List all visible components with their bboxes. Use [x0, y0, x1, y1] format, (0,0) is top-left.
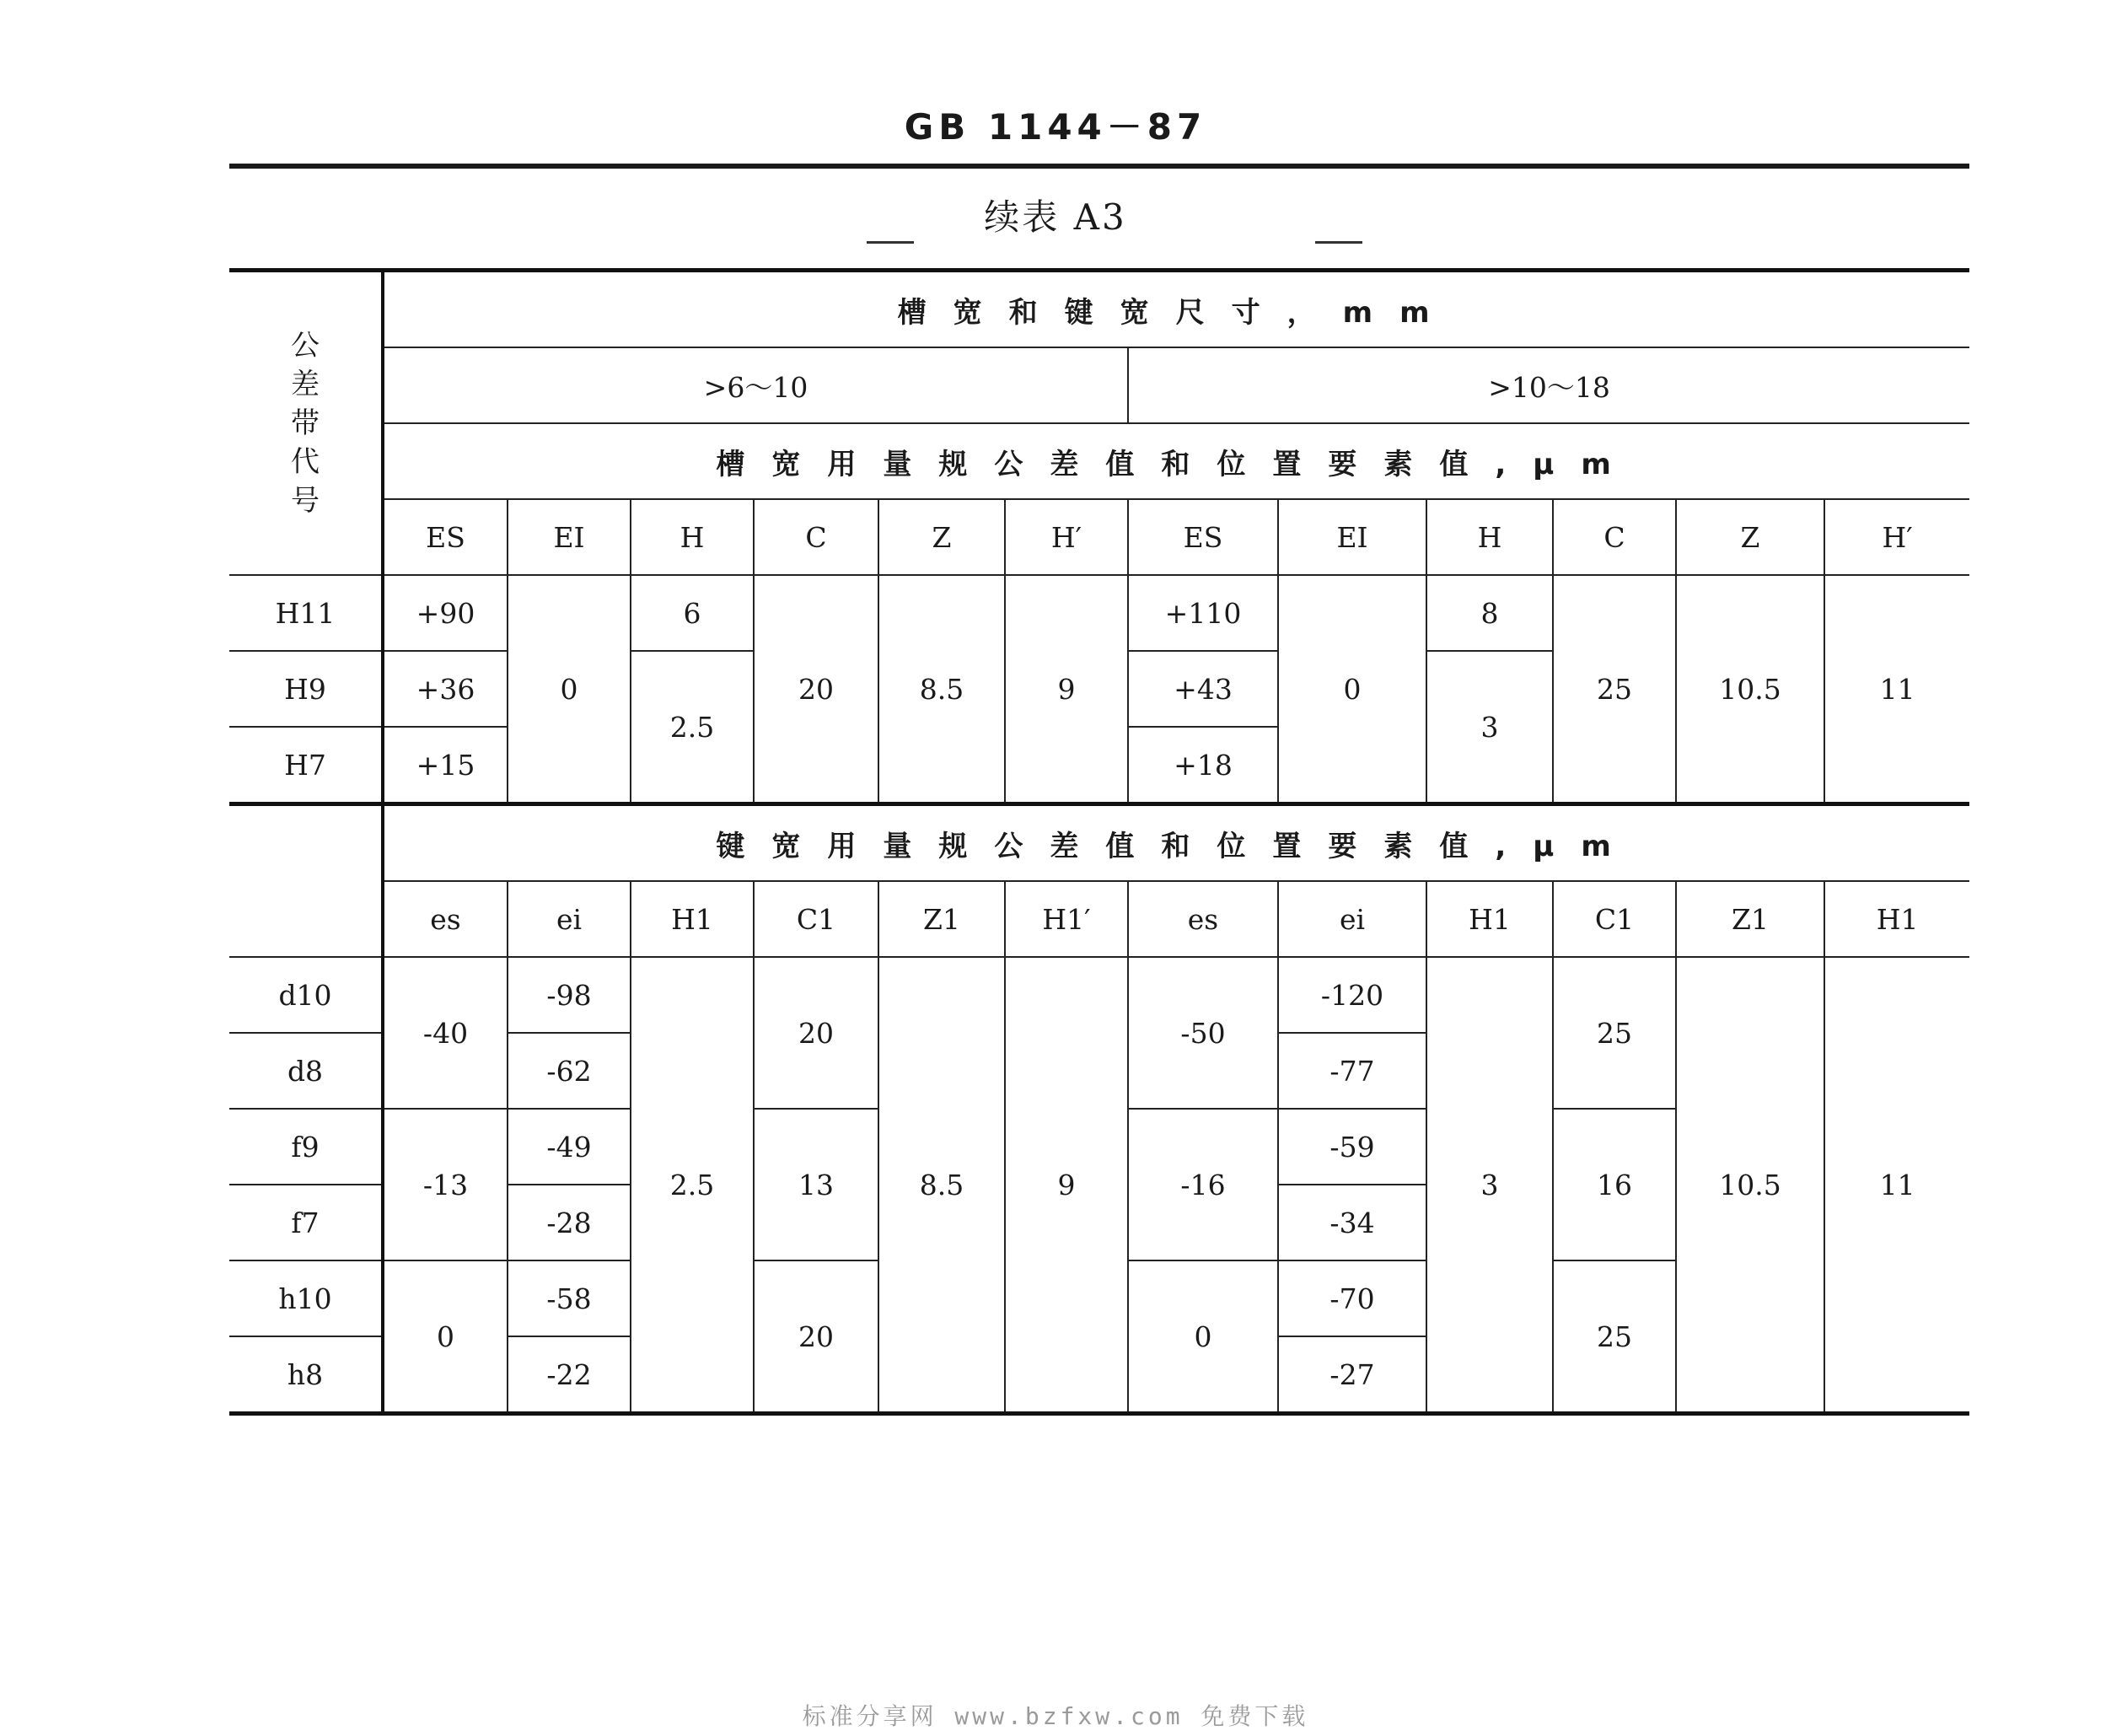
slot-r1-hp: 9 — [1005, 575, 1128, 804]
key-r2-c1-h: 25 — [1553, 1260, 1676, 1414]
key-title-cell — [383, 804, 1969, 882]
key-r1-ei-h8: -22 — [508, 1336, 631, 1414]
slot-r1-h-h11: 6 — [631, 575, 754, 651]
slot-col-c-2: C — [1553, 499, 1676, 575]
key-r1-ei-f9: -49 — [508, 1109, 631, 1185]
slot-col-hp-2: H′ — [1824, 499, 1969, 575]
key-r1-h1p: 9 — [1005, 957, 1128, 1414]
key-r2-h1p: 11 — [1824, 957, 1969, 1414]
key-r2-h1: 3 — [1426, 957, 1553, 1414]
key-title: 键宽用量规公差值和位置要素值,μm — [716, 829, 1638, 863]
range-2-cell — [1128, 347, 1969, 423]
range-2: >10～18 — [1488, 370, 1610, 404]
key-r2-ei-d8: -77 — [1278, 1033, 1426, 1109]
slot-r2-z: 10.5 — [1676, 575, 1824, 804]
slot-code-h7: H7 — [284, 748, 326, 782]
key-col-h1-2: H1 — [1426, 881, 1553, 957]
key-code-d10: d10 — [229, 957, 383, 1033]
slot-col-c-1: C — [754, 499, 878, 575]
key-code-f7: f7 — [229, 1185, 383, 1260]
slot-r1-h-h9-h7: 2.5 — [631, 651, 754, 804]
slot-title: 槽宽用量规公差值和位置要素值,μm — [716, 447, 1638, 481]
slot-r2-es-h7: +18 — [1128, 727, 1278, 804]
key-r2-ei-d10: -120 — [1278, 957, 1426, 1033]
key-header-blank — [229, 804, 383, 958]
key-r2-c1-f: 16 — [1553, 1109, 1676, 1260]
key-r1-es-d: -40 — [383, 957, 508, 1109]
key-r2-z1: 10.5 — [1676, 957, 1824, 1414]
slot-col-z-2: Z — [1676, 499, 1824, 575]
key-r1-c1-h: 20 — [754, 1260, 878, 1414]
slot-r1-es-h11: +90 — [383, 575, 508, 651]
key-r1-ei-h10: -58 — [508, 1260, 631, 1336]
key-r1-ei-f7: -28 — [508, 1185, 631, 1260]
key-r2-ei-f9: -59 — [1278, 1109, 1426, 1185]
key-col-c1-2: C1 — [1553, 881, 1676, 957]
slot-r2-c: 25 — [1553, 575, 1676, 804]
slot-col-h-2: H — [1426, 499, 1553, 575]
slot-r1-c: 20 — [754, 575, 878, 804]
key-r2-es-d: -50 — [1128, 957, 1278, 1109]
key-col-z1-2: Z1 — [1676, 881, 1824, 957]
key-r1-c1-d: 20 — [754, 957, 878, 1109]
slot-r1-ei: 0 — [508, 575, 631, 804]
tolerance-table — [229, 268, 1969, 1416]
key-code-f9: f9 — [229, 1109, 383, 1185]
key-code-h10: h10 — [229, 1260, 383, 1336]
slot-code-h9: H9 — [229, 651, 383, 727]
key-col-es-1: es — [383, 881, 508, 957]
key-r1-h1: 2.5 — [631, 957, 754, 1414]
size-title-cell — [383, 271, 1969, 348]
watermark-footer: 标准分享网 www.bzfxw.com 免费下载 — [802, 1702, 1309, 1730]
key-r2-c1-d: 25 — [1553, 957, 1676, 1109]
key-r1-ei-d10: -98 — [508, 957, 631, 1033]
size-title: 槽宽和键宽尺寸，mm — [897, 295, 1457, 330]
slot-col-ei-2: EI — [1278, 499, 1426, 575]
slot-r1-es-h7: +15 — [383, 727, 508, 804]
key-r1-c1-f: 13 — [754, 1109, 878, 1260]
key-r1-es-h: 0 — [383, 1260, 508, 1414]
key-r2-ei-h8: -27 — [1278, 1336, 1426, 1414]
slot-r1-es-h9: +36 — [383, 651, 508, 727]
slot-col-hp-1: H′ — [1005, 499, 1128, 575]
slot-col-h-1: H — [631, 499, 754, 575]
key-col-z1-1: Z1 — [878, 881, 1005, 957]
slot-col-z-1: Z — [878, 499, 1005, 575]
key-col-ei-1: ei — [508, 881, 631, 957]
slot-col-es-2: ES — [1128, 499, 1278, 575]
key-r1-z1: 8.5 — [878, 957, 1005, 1414]
key-r2-es-f: -16 — [1128, 1109, 1278, 1260]
slot-title-cell — [383, 423, 1969, 499]
key-r1-es-f: -13 — [383, 1109, 508, 1260]
row-header-label: 公差带代号 — [291, 329, 320, 518]
key-r2-ei-f7: -34 — [1278, 1185, 1426, 1260]
key-r2-es-h: 0 — [1128, 1260, 1278, 1414]
slot-r2-es-h11: +110 — [1128, 575, 1278, 651]
key-col-c1-1: C1 — [754, 881, 878, 957]
range-1-cell — [383, 347, 1128, 423]
row-header-label-cell — [229, 271, 383, 576]
standard-code: GB 1144－87 — [904, 106, 1207, 148]
key-col-h1-last-2: H1 — [1824, 881, 1969, 957]
slot-r2-es-h9: +43 — [1128, 651, 1278, 727]
key-col-es-2: es — [1128, 881, 1278, 957]
key-col-h1p-1: H1′ — [1005, 881, 1128, 957]
key-code-d8: d8 — [229, 1033, 383, 1109]
slot-col-ei-1: EI — [508, 499, 631, 575]
slot-r2-h-h9-h7: 3 — [1426, 651, 1553, 804]
key-col-ei-2: ei — [1278, 881, 1426, 957]
range-1: >6～10 — [703, 370, 808, 404]
key-col-h1-1: H1 — [631, 881, 754, 957]
slot-r2-h-h11: 8 — [1426, 575, 1553, 651]
caption-dash-left — [867, 241, 914, 244]
slot-r2-hp: 11 — [1824, 575, 1969, 804]
slot-code-h11: H11 — [229, 575, 383, 651]
table-caption: 续表 A3 — [984, 196, 1127, 238]
slot-r2-ei: 0 — [1278, 575, 1426, 804]
header-rule — [229, 164, 1969, 169]
slot-r1-z: 8.5 — [878, 575, 1005, 804]
key-code-h8: h8 — [229, 1336, 383, 1414]
key-r2-ei-h10: -70 — [1278, 1260, 1426, 1336]
caption-dash-right — [1315, 241, 1362, 244]
slot-col-es-1: ES — [383, 499, 508, 575]
key-r1-ei-d8: -62 — [508, 1033, 631, 1109]
